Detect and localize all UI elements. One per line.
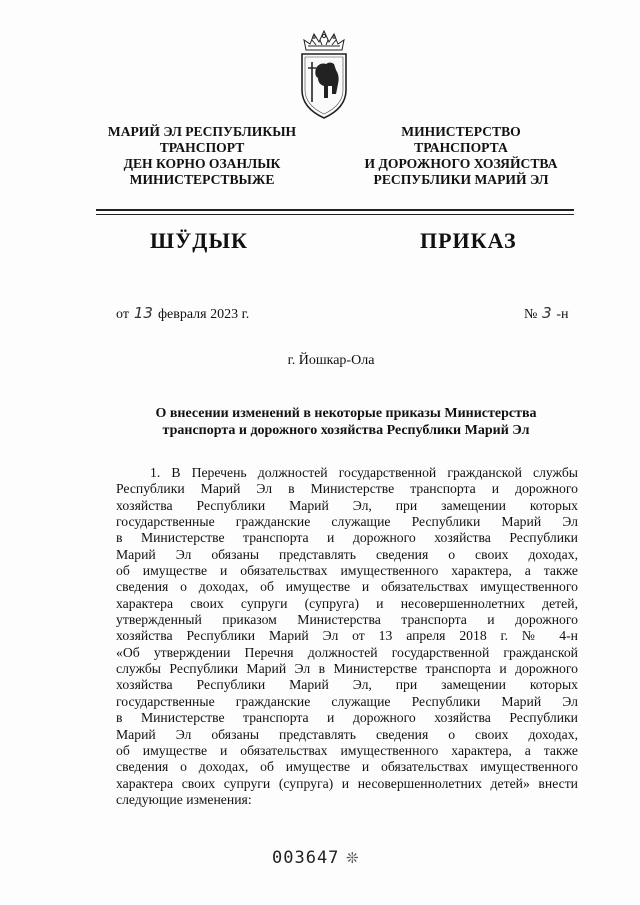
body-line: Марий Эл обязаны представлять сведения о своих доходах,	[116, 726, 578, 742]
header-divider-thin	[96, 214, 574, 215]
title-line: О внесении изменений в некоторые приказы Министерства	[155, 406, 537, 421]
header-left-line: ТРАНСПОРТ	[159, 140, 245, 155]
number-prefix: №	[524, 307, 538, 322]
body-line: об имуществе и обязательствах имущественного характера, а также	[116, 742, 578, 758]
title-line: транспорта и дорожного хозяйства Республики Марий Эл	[162, 423, 530, 438]
body-line: Республики Марий Эл в Министерстве транспорта и дорожного	[116, 481, 578, 497]
header-divider-thick	[96, 209, 574, 211]
date-prefix: от	[116, 307, 129, 322]
city: г. Йошкар-Ола	[287, 353, 375, 368]
document-title	[116, 405, 576, 439]
form-serial-number: 003647	[272, 848, 340, 868]
body-line: характера своих супруги (супруга) и несовершеннолетних детей» внести	[116, 775, 578, 791]
body-line: утвержденный приказом Министерства транспорта и дорожного	[116, 612, 578, 628]
header-right-line: МИНИСТЕРСТВО	[401, 124, 521, 139]
body-line: хозяйства Республики Марий Эл, при замещении которых	[116, 677, 578, 693]
header-left-line: ДЕН КОРНО ОЗАНЛЫК	[123, 156, 281, 171]
serial-ornament-icon: ❊	[346, 851, 359, 867]
header-left-line: МАРИЙ ЭЛ РЕСПУБЛИКЫН	[107, 124, 297, 139]
number-value-handwritten: 3	[542, 304, 552, 322]
header-left-marian	[88, 124, 316, 188]
body-line: в Министерстве транспорта и дорожного хозяйства Республики	[116, 530, 578, 546]
body-line: об имуществе и обязательствах имущественного характера, а также	[116, 563, 578, 579]
body-line: сведения о доходах, об имуществе и обязательствах имущественного	[116, 759, 578, 775]
number-suffix: -н	[556, 307, 569, 322]
body-line: характера своих супруги (супруга) и несовершеннолетних детей,	[116, 595, 578, 611]
body-line: «Об утверждении Перечня должностей государственной гражданской	[116, 644, 578, 660]
body-line: хозяйства Республики Марий Эл, при замещении которых	[116, 497, 578, 513]
header-right-line: ТРАНСПОРТА	[414, 140, 508, 155]
body-line: в Министерстве транспорта и дорожного хозяйства Республики	[116, 710, 578, 726]
header-right-line: И ДОРОЖНОГО ХОЗЯЙСТВА	[364, 156, 558, 171]
date-rest: февраля 2023 г.	[157, 307, 250, 322]
header-left-line: МИНИСТЕРСТВЫЖЕ	[129, 172, 275, 187]
body-line: хозяйства Республики Марий Эл от 13 апреля 2018 г. № 4-н	[116, 628, 578, 644]
body-line: государственные гражданские служащие Республики Марий Эл	[116, 514, 578, 530]
body-line: государственные гражданские служащие Республики Марий Эл	[116, 693, 578, 709]
coat-of-arms-icon	[296, 28, 352, 122]
doc-type-marian: ШӰДЫК	[150, 228, 248, 253]
header-right-line: РЕСПУБЛИКИ МАРИЙ ЭЛ	[373, 172, 549, 187]
order-number	[524, 304, 569, 323]
body-line: сведения о доходах, об имуществе и обязательствах имущественного	[116, 579, 578, 595]
body-line: 1. В Перечень должностей государственной гражданской службы	[150, 465, 578, 480]
body-line: следующие изменения:	[116, 791, 252, 807]
document-body	[116, 465, 578, 808]
body-line: службы Республики Марий Эл в Министерстве транспорта и дорожного	[116, 661, 578, 677]
doc-type-russian: ПРИКАЗ	[420, 228, 517, 253]
body-line: Марий Эл обязаны представлять сведения о своих доходах,	[116, 546, 578, 562]
order-date	[116, 304, 249, 323]
header-right-russian	[346, 124, 576, 188]
date-day-handwritten: 13	[133, 304, 153, 322]
